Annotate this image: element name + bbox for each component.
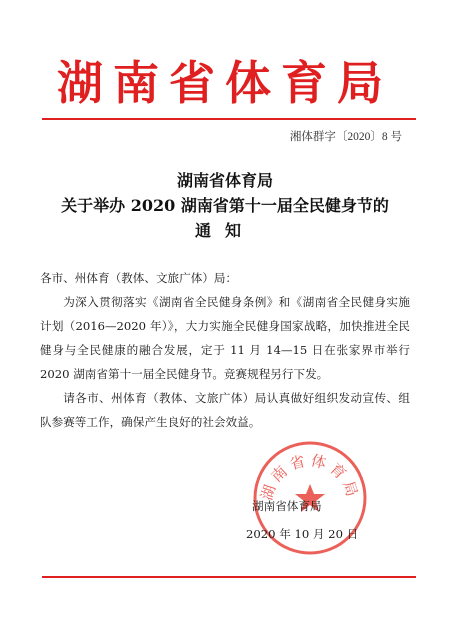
seal-text: 湖南省体育局	[257, 451, 363, 503]
document-title	[0, 168, 450, 243]
letterhead-title: 湖南省体育局	[57, 56, 393, 110]
title-line-subject: 关于举办 2020 湖南省第十一届全民健身节的	[61, 196, 389, 215]
letterhead-red-rule	[42, 118, 416, 120]
footer-red-rule	[42, 576, 416, 578]
issue-date: 2020 年 10 月 20 日	[246, 527, 359, 541]
title-line-issuer: 湖南省体育局	[176, 171, 273, 190]
body-paragraph-1: 为深入贯彻落实《湖南省全民健身条例》和《湖南省全民健身实施计划（2016—2020 年）》，大力实施全民健身国家战略，加快推进全民健身与全民健康的融合发展，定于 11 月 14—15 日在张家界市举行 2020 湖南省第十一届全民健身节。竞赛规程另行下发。	[40, 295, 410, 381]
document-body	[40, 266, 410, 434]
body-paragraph-2: 请各市、州体育（教体、文旅广体）局认真做好组织发动宣传、组队参赛等工作，确保产生良好的社会效益。	[40, 391, 410, 429]
issuer-signature: 湖南省体育局	[252, 499, 322, 513]
title-line-notice: 通知	[194, 221, 255, 240]
document-number: 湘体群字〔2020〕8 号	[289, 131, 402, 143]
salutation: 各市、州体育（教体、文旅广体）局：	[40, 271, 238, 285]
